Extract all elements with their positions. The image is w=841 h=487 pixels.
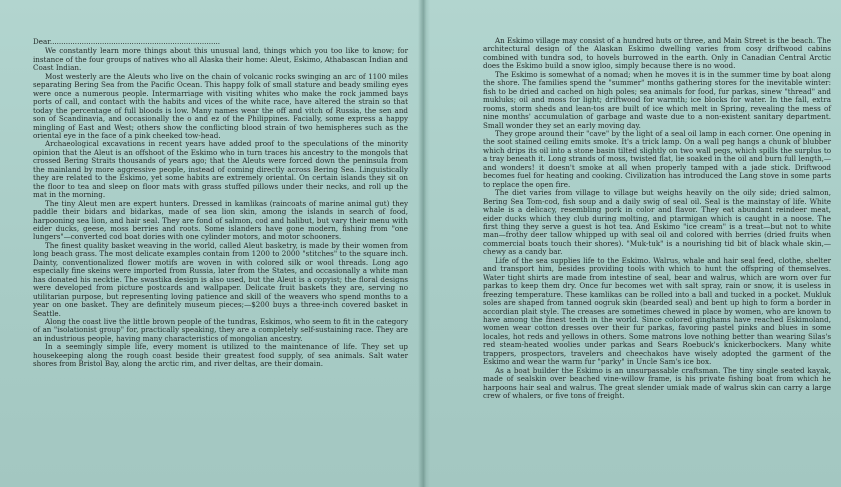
paragraph: The Eskimo is somewhat of a nomad; when he moves it is in the summer time by boat along the shore. The families spend the "summer" months gathering stores for the inevitable winter: fish to be dried and cached on high poles; sea animals for food, fur parkas, sinew "thread" and mukluks; oil and moss for light; driftwood for warmth; ice blocks for water. In the fall, extra rooms, storm sheds and lean-tos are built of ice which melt in Spring, revealing the mess of nine months' accumulation of garbage and waste due to a non-existent sanitary department. Small wonder they set an early moving day. bbox=[483, 69, 831, 130]
paragraph: Along the coast live the little brown people of the tundras, Eskimos, who seem to fit in the category of an "isolationist group" for, practically speaking, they are a completely self-sustaining race. They are an industrious people, having many characteristics of mongolian ancestry. bbox=[33, 316, 408, 343]
right-column bbox=[483, 37, 831, 400]
paragraph: An Eskimo village may consist of a hundred huts or three, and Main Street is the beach. The architectural design of the Alaskan Eskimo dwelling varies from cosy driftwood cabins combined with tundra sod, to hovels burrowed in the earth. Only in Canadian Central Arctic does the Eskimo build a snow igloo, simply because there is no wood. bbox=[483, 36, 831, 71]
paragraph: The finest quality basket weaving in the world, called Aleut basketry, is made by their women from long beach grass. The most delicate examples contain from 1200 to 2000 "stitches" to the square inch. Dainty, conventionalized flower motifs are woven in with colored silk or wool threads. Long ago especially fine skeins were imported from Russia, later from the States, and occasionally a white man has donated his necktie. The swastika design is also used, but the Aleut is a copyist; the floral designs were developed from picture postcards and wallpaper. Delicate fruit baskets they are, serving no utilitarian purpose, but representing loving patience and skill of the weavers who spend months to a year on one basket. They are definitely museum pieces;—$200 buys a three-inch covered basket in Seattle. bbox=[33, 240, 408, 318]
paragraph: As a boat builder the Eskimo is an unsurpassable craftsman. The tiny single seated kayak, made of sealskin over beached vine-willow frame, is his private fishing boat from which he harpoons hair seal and walrus. The great slender umiak made of walrus skin can carry a large crew of whalers, or five tons of freight. bbox=[483, 365, 831, 401]
paragraph: The diet varies from village to village but weighs heavily on the oily side; dried salmon, Bering Sea Tom-cod, fish soup and a daily swig of seal oil. Seal is the mainstay of life. White whale is a delicacy, resembling pork in color and flavor. They eat abundant reindeer meat, eider ducks which they club during molting, and ptarmigan which is caught in a noose. The first thing they serve a guest is hot tea. And Eskimo "ice cream" is a treat—but not to white man—frothy deer tallow whipped up with seal oil and colored with berries (dried fruits when commercial boats touch their shores). "Muk-tuk" is a nourishing tid bit of black whale skin,—chewy as a candy bar. bbox=[483, 188, 831, 257]
paragraph: They grope around their "cave" by the light of a seal oil lamp in each corner. One opening in the soot stained ceiling emits smoke. It's a trick lamp. On a wall peg hangs a chunk of blubber which drips its oil into a stone basin tilted slightly on two wall pegs, which spills the surplus to a tray beneath it. Long strands of moss, twisted flat, lie soaked in the oil and burn full length,—and wonders! it doesn't smoke at all when properly tamped with a jade stick. Driftwood becomes fuel for heating and cooking. Civilization has introduced the Lang stove in some parts to replace the open fire. bbox=[483, 128, 831, 189]
paragraph: Most westerly are the Aleuts who live on the chain of volcanic rocks swinging an arc of 1100 miles separating Bering Sea from the Pacific Ocean. This happy folk of small stature and beady smiling eyes were once a numerous people. Intermarriage with visiting whites who make the rock jammed bays ports of call, and contact with the habits and vices of the white race, have altered the strain so that today the percentage of full bloods is low. Many names wear the off and vitch of Russia, the sen and son of Scandinavia, and occasionally the o and ez of the Philippines. Facially, some express a happy mingling of East and West; others show the conflicting blood strain of two hemispheres such as the oriental eye in the face of a pink cheeked tow-head. bbox=[33, 71, 408, 140]
salutation: Dear........................................................................... bbox=[33, 37, 221, 46]
left-column bbox=[33, 38, 408, 369]
page-fold bbox=[418, 0, 430, 487]
paragraph: Archaeological excavations in recent years have added proof to the speculations of the minority opinion that the Aleut is an offshoot of the Eskimo who in turn traces his ancestry to the mongols that crossed Bering Straits thousands of years ago; that the Aleuts were forced down the peninsula from the mainland by more aggressive people, instead of coming directly across Bering Sea. Linguistically they are related to the Eskimo, yet some habits are extremely oriental. On certain islands they sit on the floor to tea and sleep on floor mats with grass stuffed pillows under their necks, and roll up the mat in the morning. bbox=[33, 139, 408, 200]
paragraph: We constantly learn more things about this unusual land, things which you too like to know; for instance of the four groups of natives who all Alaska their home: Aleut, Eskimo, Athabascan Indian and Coast Indian. bbox=[33, 46, 408, 73]
paragraph: Life of the sea supplies life to the Eskimo. Walrus, whale and hair seal feed, clothe, shelter and transport him, besides providing tools with which to hunt the offspring of themselves. Water tight shirts are made from intestine of seal, bear and walrus, which are worn over fur parkas to keep them dry. Once fur becomes wet with salt spray, rain or snow, it is useless in freezing temperature. These kamlikas can be rolled into a ball and tucked in a pocket. Mukluk soles are shaped from tanned oogruk skin (bearded seal) and bent up high to form a border in accordian plait style. The creases are sometimes chewed in place by women, who are known to have among the finest teeth in the world. Since colored ginghams have reached Eskimoland, women wear cotton dresses over their fur parkas, favoring pastel pinks and blues in some locales, hot reds and yellows in others. Some matrons love nothing better than wearing Silas's red steam-heated woolies under parkas and Sears Roebuck's knickerbockers. Many white trappers, prospectors, travelers and cheechakos have wisely adopted the garment of the Eskimo and wear the warm fur "parky" in Uncle Sam's ice box. bbox=[483, 255, 831, 367]
paragraph: The tiny Aleut men are expert hunters. Dressed in kamlikas (raincoats of marine animal gut) they paddle their bidars and bidarkas, made of sea lion skin, among the islands in search of food, harpooning sea lion, and hair seal. They are fond of salmon, cod and halibut, but vary their menu with eider ducks, geese, moss berries and roots. Some islanders have gone modern, fishing from "one lungers"—converted cod boat dories with one cylinder motors, and motor schooners. bbox=[33, 198, 408, 242]
paragraph: In a seemingly simple life, every moment is utilized to the maintenance of life. They set up housekeeping along the rough coast beside their greatest food supply, of sea animals. Salt water shores from Bristol Bay, along the arctic rim, and river deltas, are their domain. bbox=[33, 342, 408, 369]
